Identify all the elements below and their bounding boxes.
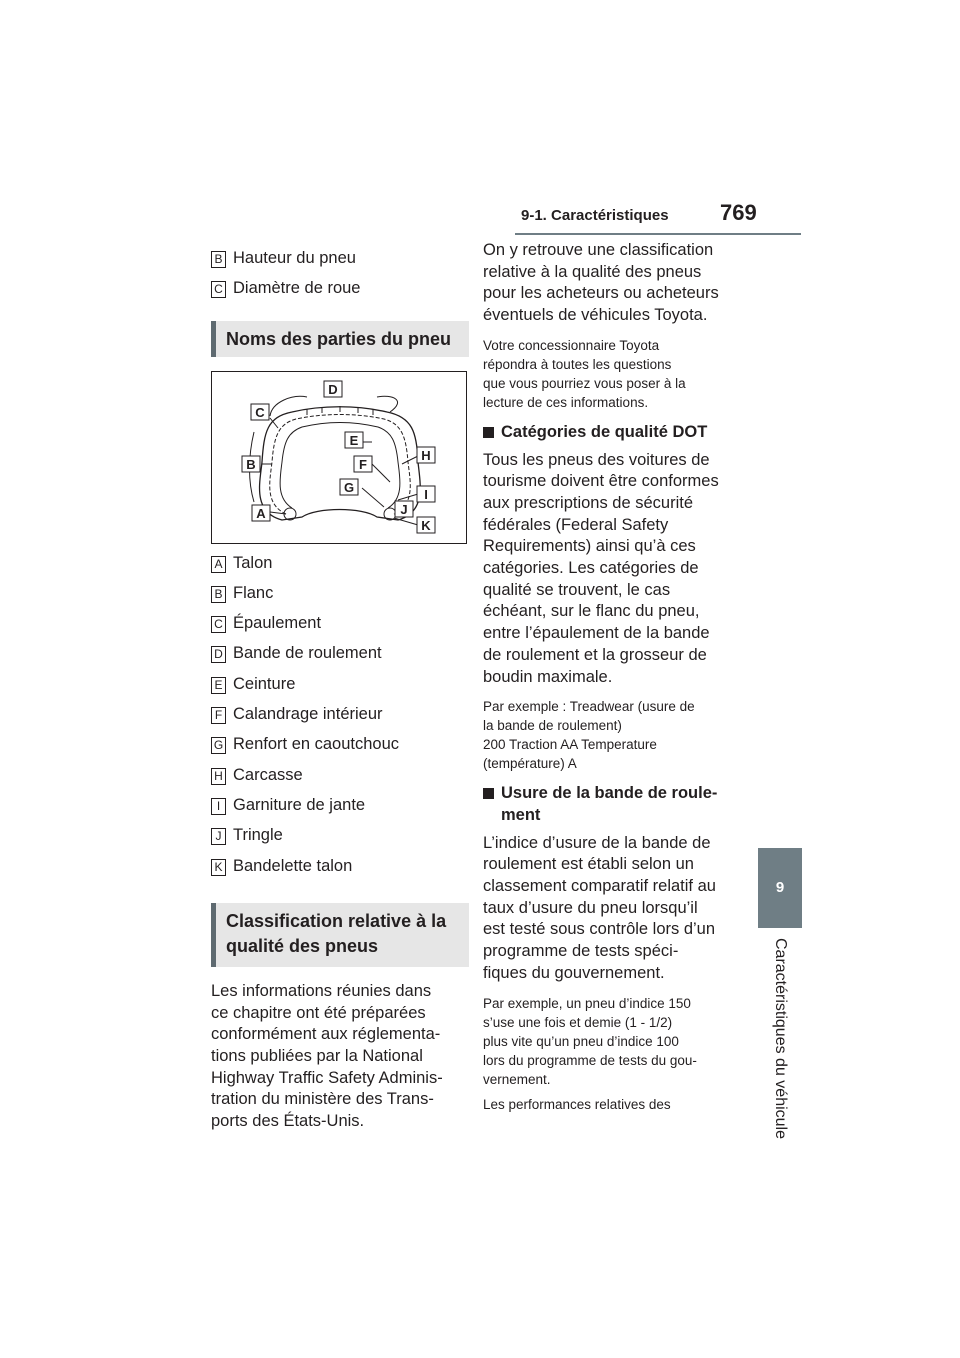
text-line: Les performances relatives des xyxy=(483,1096,671,1112)
letter-badge: A xyxy=(211,556,226,573)
text-line: aux prescriptions de sécurité xyxy=(483,493,694,512)
intro-paragraph xyxy=(211,981,469,1133)
text-line: boudin maximale. xyxy=(483,667,613,686)
text-line: (température) A xyxy=(483,756,577,772)
subheading xyxy=(483,422,748,444)
letter-badge: H xyxy=(211,768,226,785)
item-label: Hauteur du pneu xyxy=(233,249,356,267)
text-line: entre l’épaulement de la bande xyxy=(483,624,710,643)
letter-badge: D xyxy=(211,646,226,663)
text-line: Tous les pneus des voitures de xyxy=(483,450,710,469)
section-heading xyxy=(211,903,469,967)
letter-badge: B xyxy=(211,586,226,603)
text-line: On y retrouve une classification xyxy=(483,241,714,259)
list-item xyxy=(211,851,469,881)
letter-badge: C xyxy=(211,281,226,298)
diagram-label-d: D xyxy=(328,381,338,397)
note xyxy=(483,336,748,412)
text-line: fiques du gouvernement. xyxy=(483,963,665,982)
paragraph xyxy=(483,450,748,689)
text-line: Votre concessionnaire Toyota xyxy=(483,337,660,353)
text-line: vernement. xyxy=(483,1071,551,1087)
text-line: programme de tests spéci- xyxy=(483,942,679,961)
diagram-label-f: F xyxy=(359,456,367,472)
list-item xyxy=(211,820,469,850)
list-item xyxy=(211,638,469,668)
text-line: tions publiées par la National xyxy=(211,1046,423,1065)
letter-badge: K xyxy=(211,859,226,876)
list-item xyxy=(211,273,469,303)
text-line: échéant, sur le flanc du pneu, xyxy=(483,602,700,621)
diagram-label-i: I xyxy=(424,486,428,502)
list-item xyxy=(211,243,469,273)
item-label: Carcasse xyxy=(233,765,303,784)
square-bullet-icon xyxy=(483,788,494,799)
text-line: catégories. Les catégories de xyxy=(483,559,699,578)
diagram-label-k: K xyxy=(421,517,431,533)
text-line: Les informations réunies dans xyxy=(211,981,432,1000)
text-line: pour les acheteurs ou acheteurs xyxy=(483,284,719,303)
list-item xyxy=(211,790,469,820)
subheading-text: ment xyxy=(501,805,541,824)
diagram-label-e: E xyxy=(349,432,359,448)
diagram-label-g: G xyxy=(343,479,355,495)
diagram-label-b: B xyxy=(246,456,256,472)
list-item xyxy=(211,699,469,729)
text-line: ce chapitre ont été préparées xyxy=(211,1003,426,1022)
item-label: Diamètre de roue xyxy=(233,279,361,298)
item-label: Renfort en caoutchouc xyxy=(233,735,400,754)
text-line: s’use une fois et demie (1 - 1/2) xyxy=(483,1014,673,1030)
text-line: la bande de roulement) xyxy=(483,718,622,734)
text-line: lecture de ces informations. xyxy=(483,394,649,410)
chapter-number: 9 xyxy=(775,879,785,896)
note xyxy=(483,994,748,1089)
text-line: répondra à toutes les questions xyxy=(483,356,672,372)
letter-badge: G xyxy=(211,737,226,754)
list-item xyxy=(211,548,469,578)
note xyxy=(483,697,748,773)
section-title: Noms des parties du pneu xyxy=(226,328,452,349)
right-column xyxy=(483,240,748,1114)
paragraph xyxy=(483,240,748,327)
text-line: qualité se trouvent, le cas xyxy=(483,580,671,599)
letter-badge: B xyxy=(211,251,226,268)
square-bullet-icon xyxy=(483,427,494,438)
text-line: conformément aux réglementa- xyxy=(211,1025,441,1044)
subheading-text: Catégories de qualité DOT xyxy=(501,422,708,441)
item-label: Ceinture xyxy=(233,674,296,693)
list-item xyxy=(211,578,469,608)
parts-list xyxy=(211,548,469,881)
letter-badge: I xyxy=(211,798,226,815)
diagram-label-a: A xyxy=(256,505,266,521)
letter-badge: E xyxy=(211,677,226,694)
item-label: Tringle xyxy=(233,826,283,845)
text-line: de roulement et la grosseur de xyxy=(483,645,707,664)
item-label: Bande de roulement xyxy=(233,644,382,663)
diagram-label-c: C xyxy=(255,404,265,420)
chapter-number-box xyxy=(758,848,802,928)
diagram-label-j: J xyxy=(400,501,408,517)
text-line: éventuels de véhicules Toyota. xyxy=(483,306,708,325)
text-line: Par exemple, un pneu d’indice 150 xyxy=(483,995,691,1011)
text-line: lors du programme de tests du gou- xyxy=(483,1052,697,1068)
item-label: Calandrage intérieur xyxy=(233,705,383,724)
text-line: taux d’usure du pneu lorsqu’il xyxy=(483,898,698,917)
text-line: tration du ministère des Trans- xyxy=(211,1090,434,1109)
list-item xyxy=(211,669,469,699)
section-title-line: Classification relative à la xyxy=(226,910,447,931)
tire-cross-section-diagram xyxy=(212,372,466,543)
chapter-label: Caractéristiques du véhicule xyxy=(772,938,789,1139)
text-line: Requirements) ainsi qu’à ces xyxy=(483,537,696,556)
tire-diagram xyxy=(211,371,467,544)
text-line: roulement est établi selon un xyxy=(483,855,694,874)
text-line: ports des États-Unis. xyxy=(211,1112,365,1131)
diagram-label-h: H xyxy=(421,447,431,463)
text-line: 200 Traction AA Temperature xyxy=(483,737,657,753)
item-label: Flanc xyxy=(233,583,274,602)
section-header: 9-1. Caractéristiques xyxy=(521,207,669,224)
list-item xyxy=(211,760,469,790)
list-item xyxy=(211,729,469,759)
letter-badge: C xyxy=(211,616,226,633)
text-line: que vous pourriez vous poser à la xyxy=(483,375,686,391)
paragraph xyxy=(483,833,748,985)
page-number: 769 xyxy=(720,200,757,225)
text-line: Highway Traffic Safety Adminis- xyxy=(211,1068,443,1087)
item-label: Garniture de jante xyxy=(233,795,366,814)
text-line: relative à la qualité des pneus xyxy=(483,262,702,281)
subheading-text: Usure de la bande de roule- xyxy=(501,784,718,803)
item-label: Bandelette talon xyxy=(233,856,353,875)
item-label: Épaulement xyxy=(233,614,322,633)
text-line: plus vite qu’un pneu d’indice 100 xyxy=(483,1033,679,1049)
text-line: Par exemple : Treadwear (usure de xyxy=(483,699,695,715)
list-item xyxy=(211,608,469,638)
letter-badge: J xyxy=(211,828,226,845)
section-heading xyxy=(211,321,469,357)
section-title-line: qualité des pneus xyxy=(226,935,379,956)
text-line: fédérales (Federal Safety xyxy=(483,515,669,534)
subheading xyxy=(483,783,748,826)
item-label: Talon xyxy=(233,553,273,572)
header-rule xyxy=(515,233,801,235)
text-line: est testé sous contrôle lors d’un xyxy=(483,920,716,939)
text-line: tourisme doivent être conformes xyxy=(483,472,719,491)
chapter-side-tab xyxy=(758,848,802,1139)
text-line: L’indice d’usure de la bande de xyxy=(483,833,711,852)
left-column xyxy=(211,243,469,1133)
letter-badge: F xyxy=(211,707,226,724)
text-line: classement comparatif relatif au xyxy=(483,877,716,896)
